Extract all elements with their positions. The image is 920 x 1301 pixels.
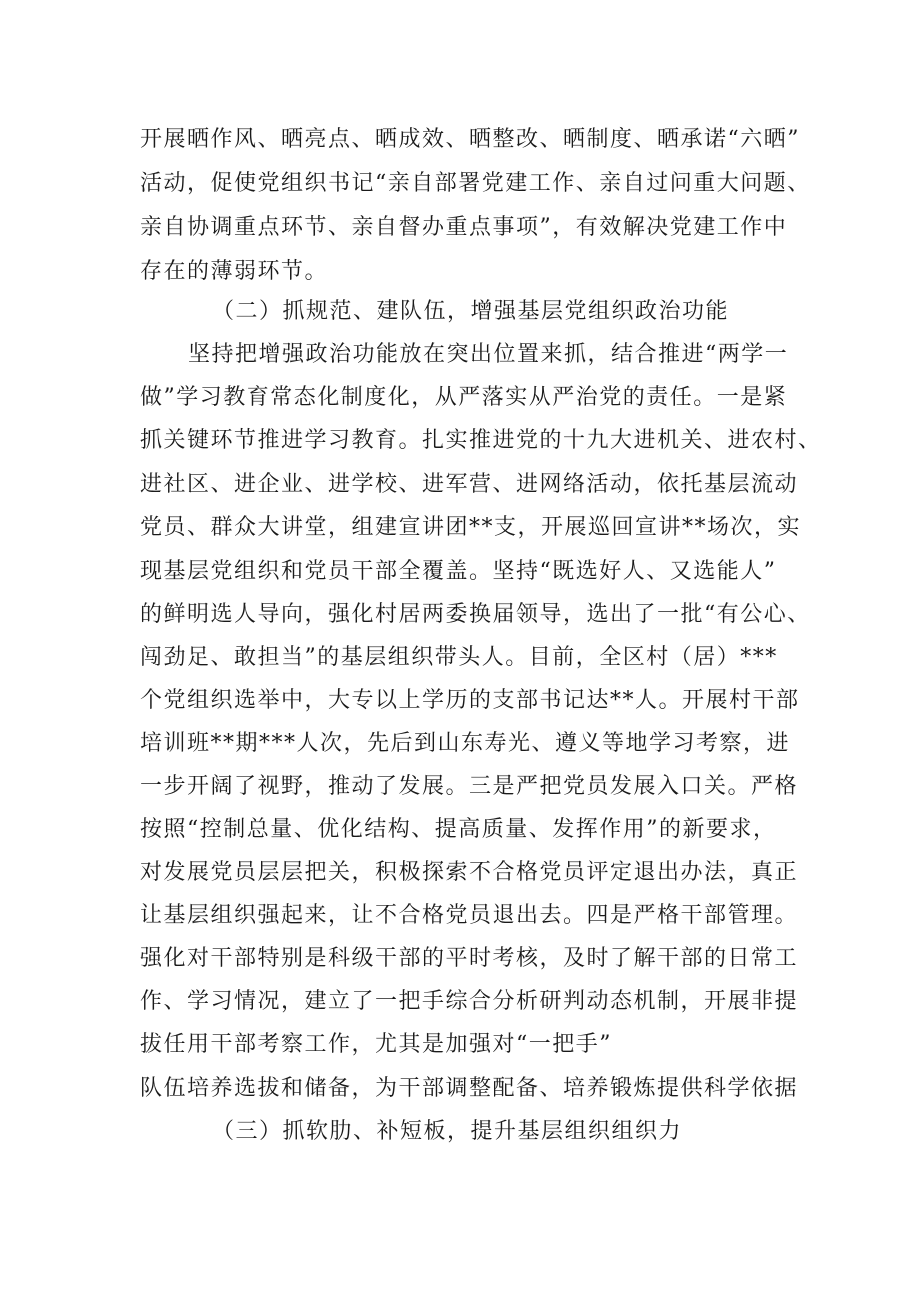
body-text-line: 拔任用干部考察工作，尤其是加强对“一把手” — [140, 1032, 612, 1057]
body-text-line: 活动，促使党组织书记“亲自部署党建工作、亲自过问重大问题、 — [140, 171, 811, 196]
body-text-line: 强化对干部特别是科级干部的平时考核，及时了解干部的日常工 — [140, 946, 799, 971]
body-text-line: 让基层组织强起来，让不合格党员退出去。四是严格干部管理。 — [140, 903, 799, 928]
body-text-line: 个党组织选举中，大专以上学历的支部书记达**人。开展村干部 — [140, 688, 800, 713]
body-text-line: 做”学习教育常态化制度化，从严落实从严治党的责任。一是紧 — [140, 385, 788, 410]
body-text-line: 抓关键环节推进学习教育。扎实推进党的十九大进机关、进农村、 — [140, 428, 822, 453]
body-text-line: 作、学习情况，建立了一把手综合分析研判动态机制，开展非提 — [140, 989, 799, 1014]
body-text-line: 开展晒作风、晒亮点、晒成效、晒整改、晒制度、晒承诺“六晒” — [140, 127, 800, 152]
body-text-line: 一步开阔了视野，推动了发展。三是严把党员发展入口关。严格 — [140, 774, 799, 799]
body-text-line: 闯劲足、敢担当”的基层组织带头人。目前，全区村（居）*** — [140, 645, 778, 670]
body-text-line: 进社区、进企业、进学校、进军营、进网络活动，依托基层流动 — [140, 472, 799, 497]
section-heading: （二）抓规范、建队伍，增强基层党组织政治功能 — [212, 299, 730, 324]
body-text-line: 党员、群众大讲堂，组建宣讲团**支，开展巡回宣讲**场次，实 — [140, 515, 802, 540]
body-text-line: 亲自协调重点环节、亲自督办重点事项”，有效解决党建工作中 — [140, 215, 788, 240]
body-text-line: 按照“控制总量、优化结构、提高质量、发挥作用”的新要求， — [140, 817, 777, 842]
body-text-line: 培训班**期***人次，先后到山东寿光、遵义等地学习考察，进 — [140, 731, 791, 756]
paragraph-first-line: 坚持把增强政治功能放在突出位置来抓，结合推进“两学一 — [188, 342, 789, 367]
body-text-line: 队伍培养选拔和储备，为干部调整配备、培养锻炼提供科学依据 — [140, 1076, 799, 1101]
body-text-line: 的鲜明选人导向，强化村居两委换届领导，选出了一批“有公心、 — [140, 602, 811, 627]
body-text-line: 存在的薄弱环节。 — [140, 259, 329, 284]
body-text-line: 对发展党员层层把关，积极探索不合格党员评定退出办法，真正 — [140, 860, 799, 885]
body-text-line: 现基层党组织和党员干部全覆盖。坚持“既选好人、又选能人” — [140, 559, 777, 584]
section-heading: （三）抓软肋、补短板，提升基层组织组织力 — [212, 1119, 683, 1144]
